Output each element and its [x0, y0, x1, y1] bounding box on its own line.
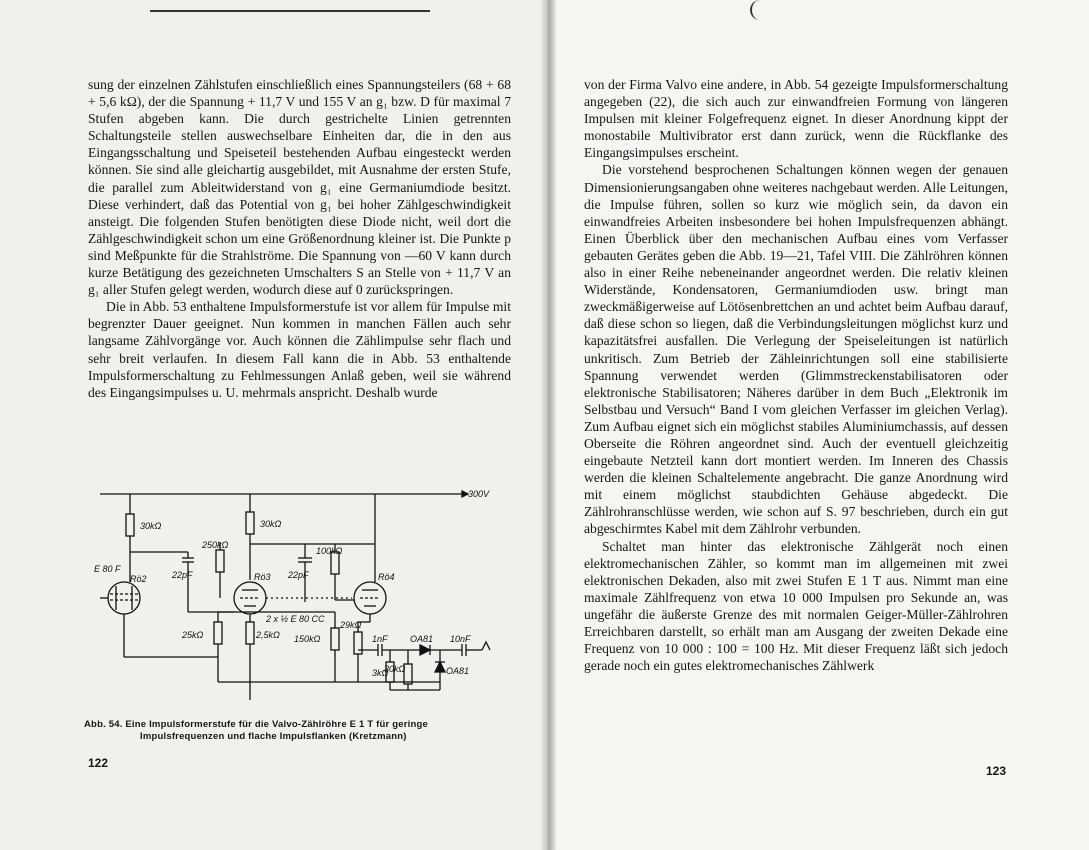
label-r1: 30kΩ: [140, 521, 162, 531]
label-d1: OA81: [410, 634, 434, 644]
circuit-diagram: [90, 482, 510, 714]
right-paragraph-3: Schaltet man hinter das elektronische Zählgerät noch einen elektromechanischen Zähler, so kommt man im allgemeinen mit zwei elektronischen Dekaden, also mit zwei Stufen E 1 T aus. Nimmt man eine maximale Zählfrequenz von etwa 10 000 Impulsen pro Sekunde an, was ungefähr die äußerste Grenze des mit normalen Geiger-Müller-Zählrohren Erreichbaren darstellt, so erhält man am Ausgang der zweiten Dekade eine Frequenz von 10 000 : 100 = 100 Hz. Mit dieser Frequenz läßt sich jedoch gerade noch ein gutes elektromechanisches Zählwerk: [584, 538, 1008, 674]
diode-d2: [435, 662, 445, 672]
label-r10: 30kΩ: [384, 664, 406, 674]
resistor-r5: [214, 622, 222, 644]
label-tube2-ref: Rö3: [254, 572, 271, 582]
page-number-right: 123: [986, 764, 1007, 778]
label-c1: 22pF: [172, 570, 193, 580]
label-tube1-ref: Rö2: [130, 574, 147, 584]
resistor-r7: [331, 628, 339, 650]
resistor-r1: [126, 514, 134, 536]
scan-artifact-top: [150, 0, 430, 12]
label-r4: 100kΩ: [316, 546, 343, 556]
label-c2: 22pF: [288, 570, 309, 580]
scan-artifact-bracket: [750, 0, 766, 20]
label-c4: 10nF: [450, 634, 471, 644]
diode-d1: [420, 645, 430, 655]
page-number-left: 122: [88, 756, 109, 770]
label-c3: 1nF: [372, 634, 388, 644]
label-r9: 3kΩ: [372, 668, 389, 678]
tube-rö2: [108, 582, 140, 614]
left-body-text: [88, 76, 511, 401]
resistor-r3: [216, 550, 224, 572]
left-paragraph-2: Die in Abb. 53 enthaltene Impulsformerstufe ist vor allem für Impulse mit begrenzter Dauer geeignet. Nun kommen in manchen Fällen auch sehr langsame Zählvorgänge vor. Auch können die Zählimpulse sehr flach und sehr breit verlaufen. In diesem Fall kann die in Abb. 53 enthaltende Impulsformerschaltung zu Fehlmessungen Anlaß geben, weil sie während des Eingangsimpulses u. U. mehrmals anspricht. Deshalb wurde: [88, 299, 511, 400]
right-body-text: [584, 76, 1008, 674]
resistor-r8: [354, 632, 362, 654]
label-r8: 29kΩ: [340, 620, 362, 630]
resistor-r6: [246, 622, 254, 644]
output-pulse: [482, 642, 490, 650]
label-r5: 25kΩ: [182, 630, 204, 640]
book-gutter: [540, 0, 556, 850]
label-tube3-ref: Rö4: [378, 572, 395, 582]
label-d2: OA81: [446, 666, 470, 676]
left-paragraph-1: sung der einzelnen Zählstufen einschließlich eines Spannungsteilers (68 + 68 + 5,6 kΩ), der die Spannung + 11,7 V und 155 V an g₁ bzw. D für maximal 7 Stufen abgeben kann. Die durch gestrichelte Linien getrennten Schaltungsteile stellen auswechselbare Einheiten dar, die in den aus Eingangsschaltung und Speiseteil bestehenden Aufbau eingesteckt werden können. Sie sind alle gleichartig ausgebildet, mit Ausnahme der ersten Stufe, die parallel zum Ableitwiderstand von g₁ eine Germaniumdiode besitzt. Diese verhindert, daß das Potential von g₁ bei hoher Zählgeschwindigkeit ansteigt. Die folgenden Stufen benötigten diese Diode nicht, weil dort die Zählgeschwindigkeit schon um eine Größenordnung kleiner ist. Die Punkte p sind Meßpunkte für die Strahlströme. Die Spannung von —60 V kann durch kurze Betätigung des gezeichneten Umschalters S an Stelle von + 11,7 V an g₁ aller Stufen gelegt werden, wodurch diese auf 0 zurückspringen.: [88, 77, 511, 298]
label-r3: 250kΩ: [202, 540, 229, 550]
label-r6: 2,5kΩ: [256, 630, 280, 640]
resistor-r2: [246, 512, 254, 534]
label-tube1: E 80 F: [94, 564, 121, 574]
label-r7: 150kΩ: [294, 634, 321, 644]
right-paragraph-2: Die vorstehend besprochenen Schaltungen können wegen der genauen Dimensionierungsangaben ohne weiteres nachgebaut werden. Alle Leitungen, die Impulse führen, sollen so kurz wie möglich sein, da davon ein einwandfreies Arbeiten insbesondere bei hohen Impulsfrequenzen abhängt. Einen Überblick über den mechanischen Aufbau eines vom Verfasser gebauten Gerätes geben die Abb. 19—21, Tafel VIII. Die Zählröhren können also in einer Reihe nebeneinander angeordnet werden. Die relativ kleinen Widerstände, Kondensatoren, Germaniumdioden usw. bringt man zweckmäßigerweise auf Lötösenbrettchen an und achtet beim Aufbau darauf, daß diese schon so liegen, daß die Verbindungsleitungen möglichst kurz und kapazitätsfrei ausfallen. Die Verlegung der Speiseleitungen ist natürlich unkritisch. Zum Betrieb der Zähleinrichtungen soll eine stabilisierte Spannung verwendet werden (Glimmstreckenstabilisatoren oder elektronische Stabilisatoren; Näheres darüber in dem Buch „Elektronik im Selbstbau und Versuch“ Band I vom gleichen Verfasser im gleichen Verlag). Zum Aufbau eignet sich ein möglichst stabiles Aluminiumchassis, auf dessen Oberseite die Röhren angeordnet sind. Auch der eventuell gleichzeitig eingebaute Netzteil kann dort montiert werden. Im Inneren des Chassis werden die kleinen Schaltelemente angebracht. Die ganze Anordnung wird mit einem möglichst staubdichten Gehäuse abgedeckt. Die Zählrohranschlüsse werden, wie schon auf S. 97 beschrieben, durch ein gut abgeschirmtes Kabel mit dem Zählrohr verbunden.: [584, 162, 1008, 537]
label-tube-type: 2 x ½ E 80 CC: [266, 614, 325, 624]
label-supply: 300V: [468, 489, 490, 499]
label-r2: 30kΩ: [260, 519, 282, 529]
caption-line-1: Abb. 54. Eine Impulsformerstufe für die Valvo-Zählröhre E 1 T für geringe: [84, 719, 428, 730]
figure-caption: [84, 719, 514, 743]
right-paragraph-1: von der Firma Valvo eine andere, in Abb. 54 gezeigte Impulsformerschaltung angegeben (22), die sich auch zur einwandfreien Formung von längeren Impulsen mit kleiner Folgefrequenz eignet. In dieser Anordnung kippt der monostabile Multivibrator erst dann zurück, wenn die Rückflanke des Eingangsimpulses erscheint.: [584, 77, 1008, 161]
caption-line-2: Impulsfrequenzen und flache Impulsflanken (Kretzmann): [140, 731, 407, 742]
